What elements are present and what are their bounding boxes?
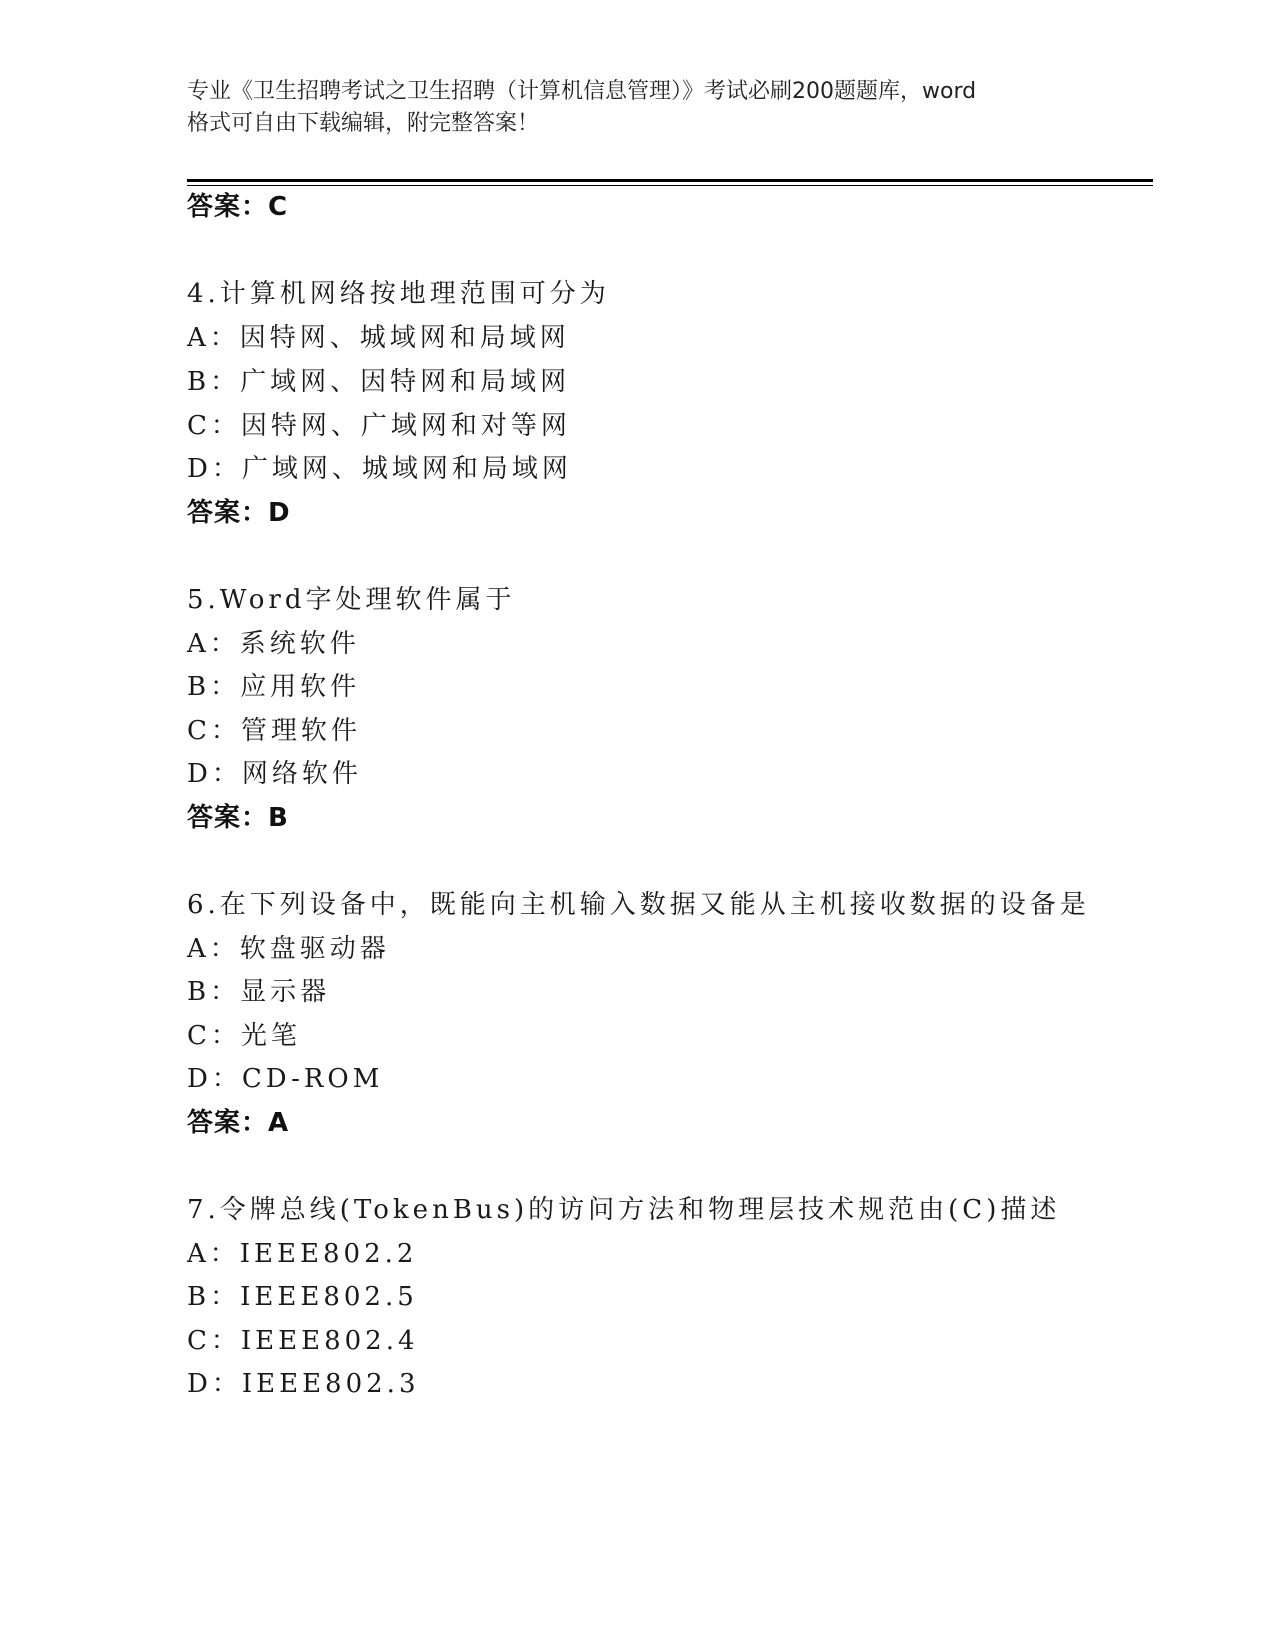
document-header xyxy=(187,76,1087,140)
question-6-option-c: C：光笔 xyxy=(187,1021,301,1051)
question-6-option-b: B：显示器 xyxy=(187,977,331,1007)
question-5-title: 5.Word字处理软件属于 xyxy=(187,585,516,615)
question-4-option-d: D：广域网、城域网和局域网 xyxy=(187,454,572,484)
previous-answer: 答案：C xyxy=(187,192,289,222)
question-7-option-d: D：IEEE802.3 xyxy=(187,1369,420,1399)
question-4-option-c: C：因特网、广域网和对等网 xyxy=(187,411,571,441)
question-6-option-d: D：CD-ROM xyxy=(187,1064,384,1094)
header-line-1: 专业《卫生招聘考试之卫生招聘（计算机信息管理）》考试必刷200题题库，word xyxy=(187,79,977,104)
question-6-title: 6.在下列设备中，既能向主机输入数据又能从主机接收数据的设备是 xyxy=(187,890,1090,920)
question-4-option-b: B：广域网、因特网和局域网 xyxy=(187,367,571,397)
question-5-answer: 答案：B xyxy=(187,803,289,833)
question-7-option-c: C：IEEE802.4 xyxy=(187,1326,419,1356)
question-7-title: 7.令牌总线(TokenBus)的访问方法和物理层技术规范由(C)描述 xyxy=(187,1195,1061,1225)
question-7-option-a: A：IEEE802.2 xyxy=(187,1239,418,1269)
question-5-option-b: B：应用软件 xyxy=(187,672,361,702)
question-6-answer: 答案：A xyxy=(187,1108,290,1138)
header-divider-thick xyxy=(187,179,1153,182)
question-5-option-c: C：管理软件 xyxy=(187,716,361,746)
question-4-answer: 答案：D xyxy=(187,498,291,528)
header-divider-thin xyxy=(187,185,1153,186)
question-6-option-a: A：软盘驱动器 xyxy=(187,934,390,964)
question-7-option-b: B：IEEE802.5 xyxy=(187,1282,418,1312)
question-5-option-d: D：网络软件 xyxy=(187,759,362,789)
question-4-option-a: A：因特网、城域网和局域网 xyxy=(187,323,570,353)
question-5-option-a: A：系统软件 xyxy=(187,629,360,659)
question-4-title: 4.计算机网络按地理范围可分为 xyxy=(187,279,610,309)
header-line-2: 格式可自由下载编辑，附完整答案！ xyxy=(187,111,540,136)
